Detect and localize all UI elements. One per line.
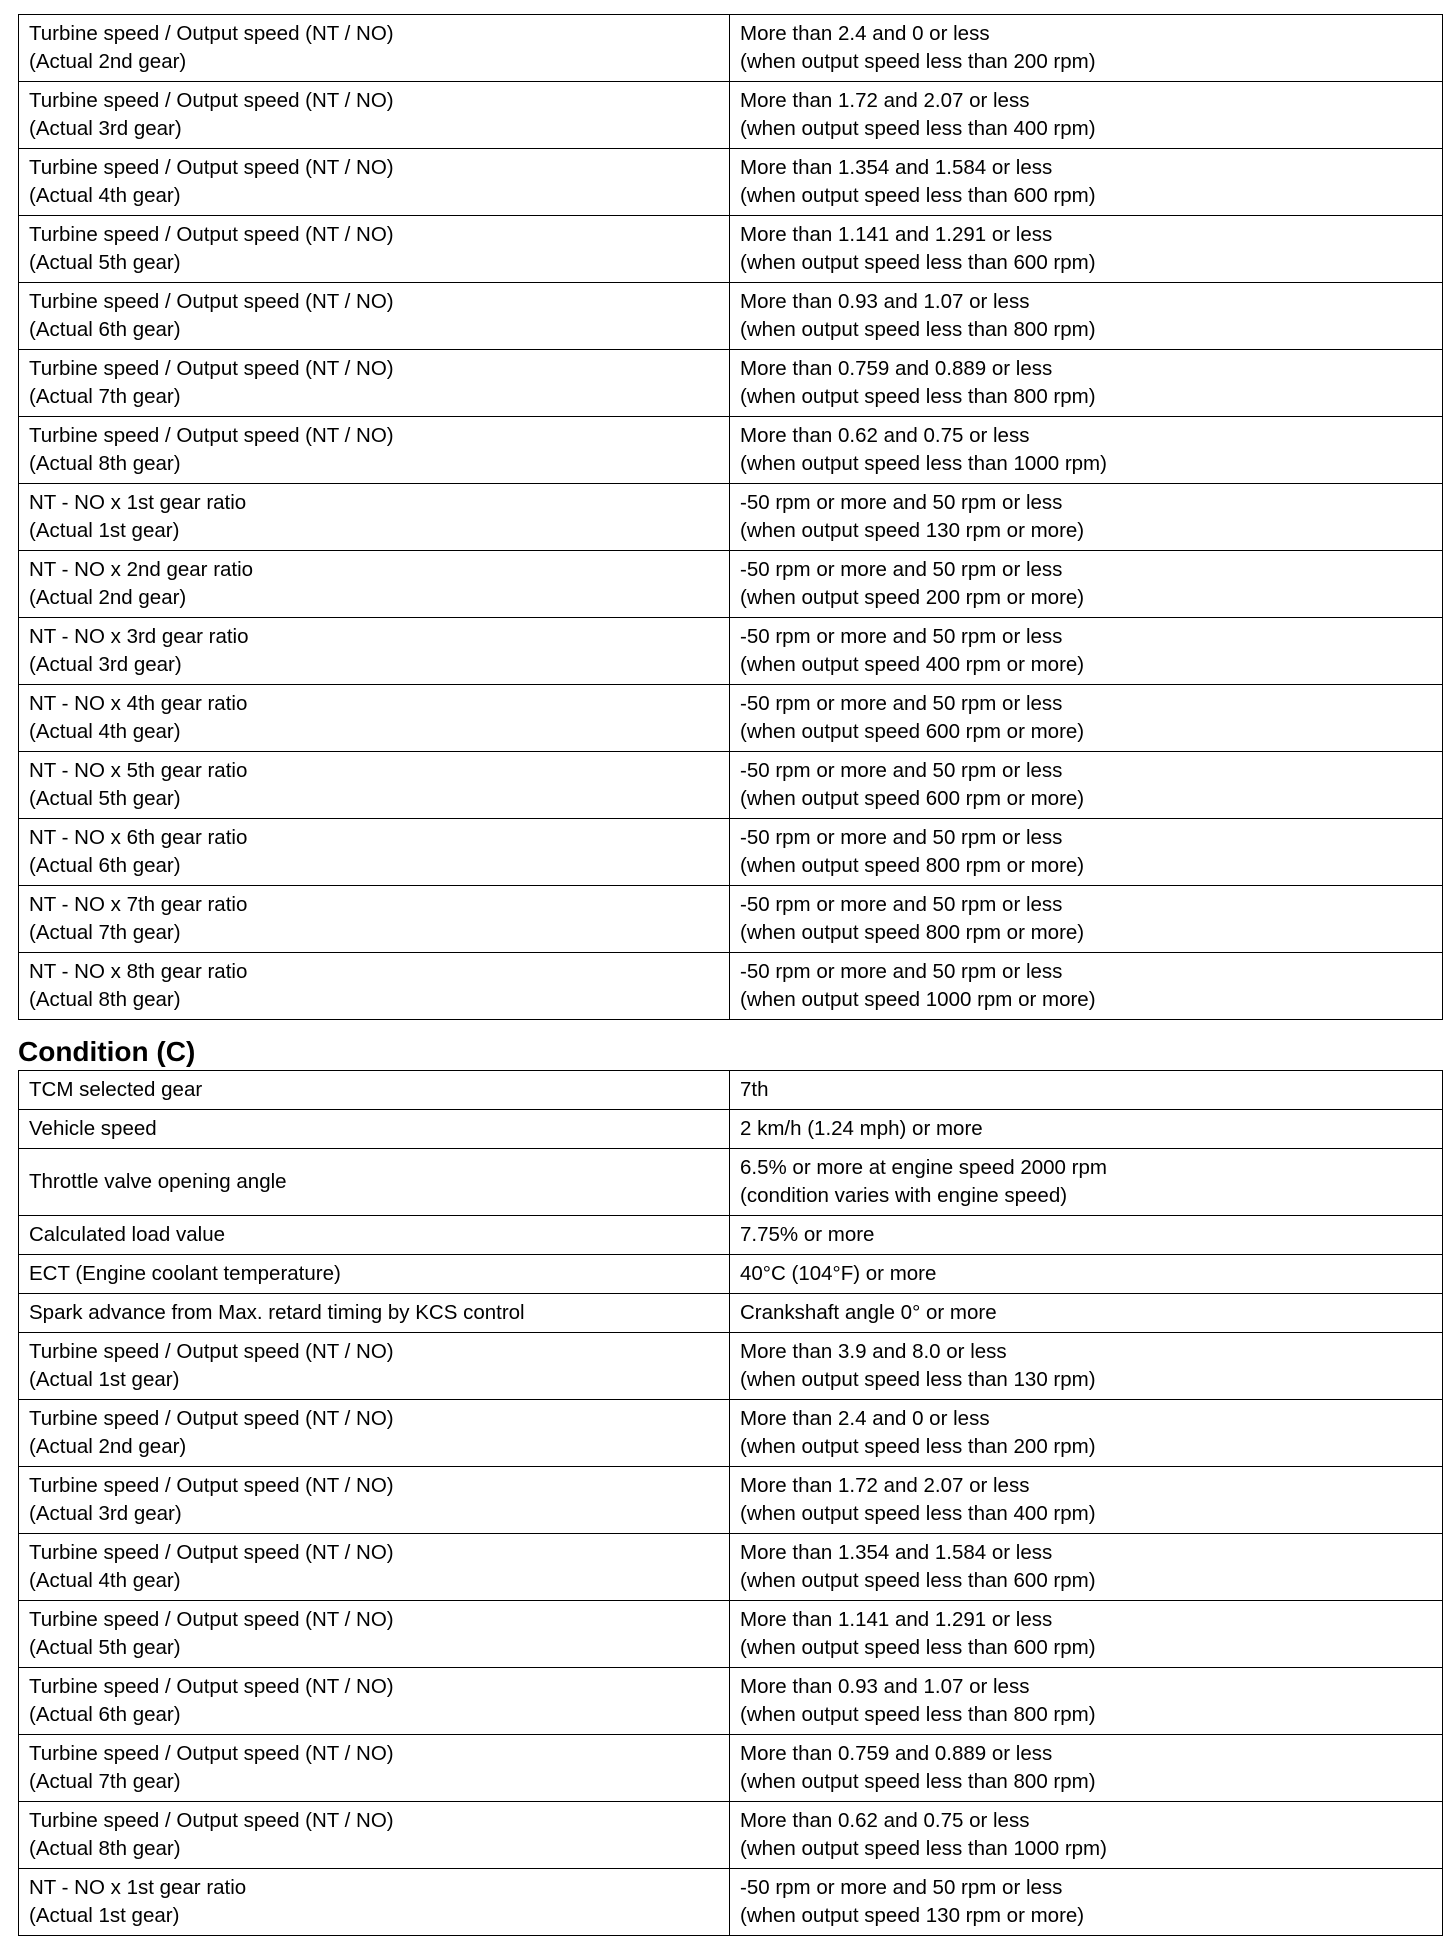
table-row (19, 1400, 1443, 1467)
condition-value-cell: More than 0.93 and 1.07 or less (when output speed less than 800 rpm) (730, 1668, 1443, 1735)
condition-table-continued (18, 14, 1443, 1020)
parameter-cell: NT - NO x 4th gear ratio (Actual 4th gear) (19, 685, 730, 752)
table-row (19, 283, 1443, 350)
condition-value-cell: More than 0.759 and 0.889 or less (when output speed less than 800 rpm) (730, 350, 1443, 417)
table-row (19, 1149, 1443, 1216)
condition-value-cell: -50 rpm or more and 50 rpm or less (when output speed 200 rpm or more) (730, 551, 1443, 618)
parameter-cell: NT - NO x 8th gear ratio (Actual 8th gear) (19, 953, 730, 1020)
condition-value-cell: 2 km/h (1.24 mph) or more (730, 1110, 1443, 1149)
section-heading-condition-c: Condition (C) (18, 1036, 196, 1067)
parameter-cell: Turbine speed / Output speed (NT / NO) (Actual 3rd gear) (19, 82, 730, 149)
condition-c-table (18, 1070, 1443, 1936)
parameter-cell: Turbine speed / Output speed (NT / NO) (Actual 5th gear) (19, 216, 730, 283)
table-row (19, 1110, 1443, 1149)
table-row (19, 350, 1443, 417)
table-row (19, 15, 1443, 82)
condition-table-continued-body (19, 15, 1443, 1020)
condition-value-cell: -50 rpm or more and 50 rpm or less (when output speed 800 rpm or more) (730, 886, 1443, 953)
condition-value-cell: More than 1.141 and 1.291 or less (when output speed less than 600 rpm) (730, 1601, 1443, 1668)
parameter-cell: NT - NO x 7th gear ratio (Actual 7th gear) (19, 886, 730, 953)
parameter-cell: Turbine speed / Output speed (NT / NO) (Actual 2nd gear) (19, 15, 730, 82)
table-row (19, 752, 1443, 819)
table-row (19, 484, 1443, 551)
parameter-cell: Turbine speed / Output speed (NT / NO) (Actual 6th gear) (19, 1668, 730, 1735)
table-row (19, 886, 1443, 953)
condition-value-cell: -50 rpm or more and 50 rpm or less (when output speed 130 rpm or more) (730, 484, 1443, 551)
parameter-cell: NT - NO x 6th gear ratio (Actual 6th gear) (19, 819, 730, 886)
condition-value-cell: -50 rpm or more and 50 rpm or less (when output speed 130 rpm or more) (730, 1869, 1443, 1936)
parameter-cell: NT - NO x 2nd gear ratio (Actual 2nd gear) (19, 551, 730, 618)
condition-value-cell: -50 rpm or more and 50 rpm or less (when output speed 600 rpm or more) (730, 752, 1443, 819)
table-row (19, 1802, 1443, 1869)
parameter-cell: Turbine speed / Output speed (NT / NO) (Actual 6th gear) (19, 283, 730, 350)
condition-value-cell: More than 0.759 and 0.889 or less (when output speed less than 800 rpm) (730, 1735, 1443, 1802)
parameter-cell: Turbine speed / Output speed (NT / NO) (Actual 1st gear) (19, 1333, 730, 1400)
condition-value-cell: Crankshaft angle 0° or more (730, 1294, 1443, 1333)
condition-value-cell: -50 rpm or more and 50 rpm or less (when output speed 1000 rpm or more) (730, 953, 1443, 1020)
condition-value-cell: -50 rpm or more and 50 rpm or less (when output speed 400 rpm or more) (730, 618, 1443, 685)
condition-value-cell: More than 3.9 and 8.0 or less (when output speed less than 130 rpm) (730, 1333, 1443, 1400)
parameter-cell: Turbine speed / Output speed (NT / NO) (Actual 8th gear) (19, 1802, 730, 1869)
table-row (19, 1735, 1443, 1802)
table-row (19, 216, 1443, 283)
parameter-cell: Spark advance from Max. retard timing by KCS control (19, 1294, 730, 1333)
table-row (19, 1467, 1443, 1534)
condition-value-cell: 6.5% or more at engine speed 2000 rpm (condition varies with engine speed) (730, 1149, 1443, 1216)
parameter-cell: Turbine speed / Output speed (NT / NO) (Actual 8th gear) (19, 417, 730, 484)
table-row (19, 685, 1443, 752)
parameter-cell: Turbine speed / Output speed (NT / NO) (Actual 4th gear) (19, 149, 730, 216)
table-row (19, 1869, 1443, 1936)
parameter-cell: Vehicle speed (19, 1110, 730, 1149)
condition-value-cell: More than 0.62 and 0.75 or less (when output speed less than 1000 rpm) (730, 1802, 1443, 1869)
parameter-cell: Turbine speed / Output speed (NT / NO) (Actual 7th gear) (19, 1735, 730, 1802)
condition-value-cell: More than 1.72 and 2.07 or less (when output speed less than 400 rpm) (730, 1467, 1443, 1534)
table-row (19, 1668, 1443, 1735)
parameter-cell: NT - NO x 5th gear ratio (Actual 5th gear) (19, 752, 730, 819)
parameter-cell: ECT (Engine coolant temperature) (19, 1255, 730, 1294)
condition-value-cell: More than 1.354 and 1.584 or less (when output speed less than 600 rpm) (730, 149, 1443, 216)
table-row (19, 82, 1443, 149)
condition-value-cell: More than 0.62 and 0.75 or less (when output speed less than 1000 rpm) (730, 417, 1443, 484)
condition-value-cell: 7th (730, 1071, 1443, 1110)
parameter-cell: TCM selected gear (19, 1071, 730, 1110)
condition-value-cell: More than 1.354 and 1.584 or less (when output speed less than 600 rpm) (730, 1534, 1443, 1601)
parameter-cell: NT - NO x 3rd gear ratio (Actual 3rd gear) (19, 618, 730, 685)
parameter-cell: NT - NO x 1st gear ratio (Actual 1st gear) (19, 1869, 730, 1936)
parameter-cell: Calculated load value (19, 1216, 730, 1255)
condition-value-cell: More than 1.72 and 2.07 or less (when output speed less than 400 rpm) (730, 82, 1443, 149)
table-row (19, 953, 1443, 1020)
parameter-cell: Throttle valve opening angle (19, 1149, 730, 1216)
parameter-cell: Turbine speed / Output speed (NT / NO) (Actual 4th gear) (19, 1534, 730, 1601)
parameter-cell: Turbine speed / Output speed (NT / NO) (Actual 3rd gear) (19, 1467, 730, 1534)
condition-value-cell: 40°C (104°F) or more (730, 1255, 1443, 1294)
table-row (19, 1534, 1443, 1601)
condition-value-cell: -50 rpm or more and 50 rpm or less (when output speed 800 rpm or more) (730, 819, 1443, 886)
parameter-cell: Turbine speed / Output speed (NT / NO) (Actual 2nd gear) (19, 1400, 730, 1467)
parameter-cell: NT - NO x 1st gear ratio (Actual 1st gear) (19, 484, 730, 551)
condition-value-cell: More than 2.4 and 0 or less (when output speed less than 200 rpm) (730, 15, 1443, 82)
condition-value-cell: 7.75% or more (730, 1216, 1443, 1255)
table-row (19, 1071, 1443, 1110)
parameter-cell: Turbine speed / Output speed (NT / NO) (Actual 7th gear) (19, 350, 730, 417)
table-row (19, 819, 1443, 886)
condition-value-cell: More than 2.4 and 0 or less (when output speed less than 200 rpm) (730, 1400, 1443, 1467)
table-row (19, 149, 1443, 216)
condition-value-cell: More than 0.93 and 1.07 or less (when output speed less than 800 rpm) (730, 283, 1443, 350)
table-row (19, 1333, 1443, 1400)
condition-c-table-body (19, 1071, 1443, 1936)
table-row (19, 417, 1443, 484)
condition-value-cell: -50 rpm or more and 50 rpm or less (when output speed 600 rpm or more) (730, 685, 1443, 752)
table-row (19, 1255, 1443, 1294)
table-row (19, 1601, 1443, 1668)
condition-value-cell: More than 1.141 and 1.291 or less (when output speed less than 600 rpm) (730, 216, 1443, 283)
table-row (19, 551, 1443, 618)
table-row (19, 618, 1443, 685)
document-page (18, 14, 1442, 1936)
table-row (19, 1216, 1443, 1255)
table-row (19, 1294, 1443, 1333)
parameter-cell: Turbine speed / Output speed (NT / NO) (Actual 5th gear) (19, 1601, 730, 1668)
